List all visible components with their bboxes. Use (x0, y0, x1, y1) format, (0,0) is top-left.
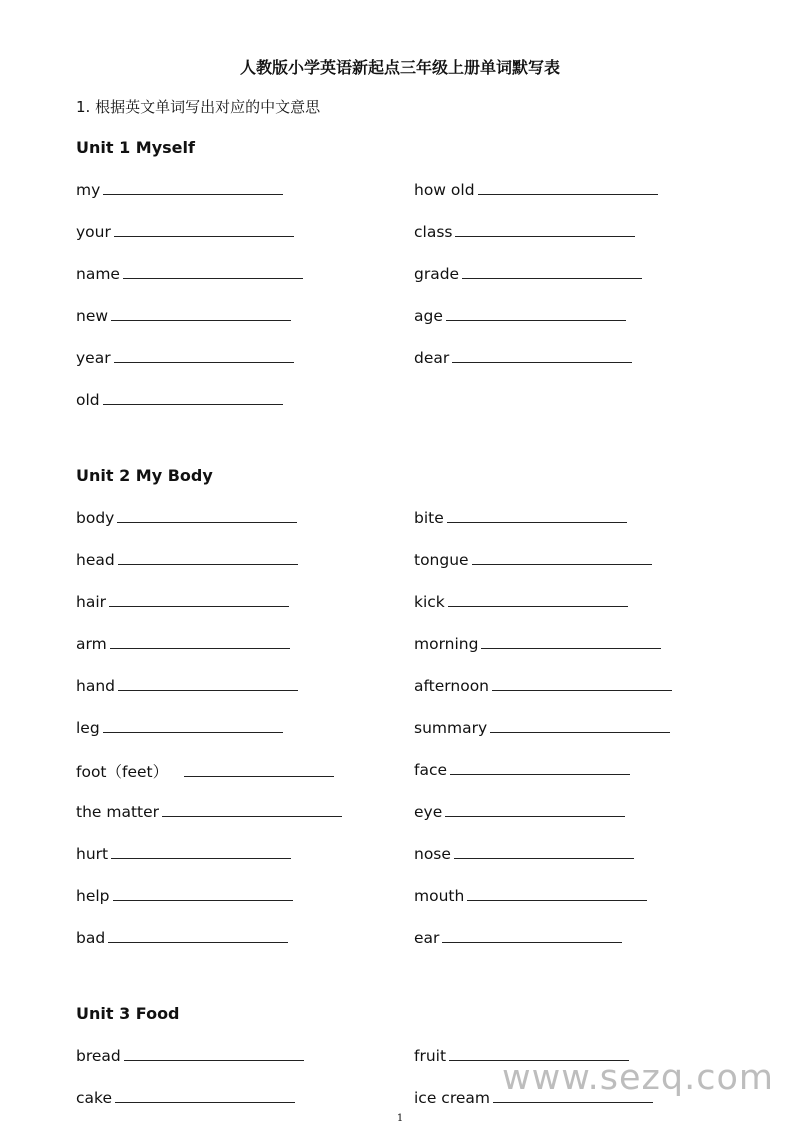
vocab-item (76, 676, 298, 695)
vocab-item (76, 1046, 304, 1065)
vocab-word: help (76, 887, 110, 905)
answer-blank[interactable] (118, 550, 298, 565)
vocab-word: face (414, 761, 448, 779)
instruction-text: 1. 根据英文单词写出对应的中文意思 (76, 98, 321, 116)
vocab-item (414, 222, 635, 241)
answer-blank[interactable] (452, 348, 632, 363)
vocab-item (414, 306, 626, 325)
vocab-word: mouth (414, 887, 465, 905)
answer-blank[interactable] (114, 222, 294, 237)
answer-blank[interactable] (123, 264, 303, 279)
vocab-word: bread (76, 1047, 121, 1065)
vocab-item (76, 802, 342, 821)
answer-blank[interactable] (109, 592, 289, 607)
vocab-word: head (76, 551, 115, 569)
vocab-word: name (76, 265, 120, 283)
vocab-word: body (76, 509, 115, 527)
vocab-item (76, 844, 291, 863)
vocab-word: foot（feet） (76, 763, 169, 781)
answer-blank[interactable] (124, 1046, 304, 1061)
vocab-word: year (76, 349, 111, 367)
answer-blank[interactable] (462, 264, 642, 279)
vocab-item (414, 718, 670, 737)
vocab-word: hurt (76, 845, 109, 863)
vocab-word: ear (414, 929, 440, 947)
vocab-item (76, 348, 294, 367)
answer-blank[interactable] (111, 306, 291, 321)
vocab-item (414, 348, 632, 367)
answer-blank[interactable] (445, 802, 625, 817)
answer-blank[interactable] (118, 676, 298, 691)
vocab-word: kick (414, 593, 445, 611)
vocab-item (76, 592, 289, 611)
answer-blank[interactable] (448, 592, 628, 607)
answer-blank[interactable] (490, 718, 670, 733)
vocab-word: ice cream (414, 1089, 490, 1107)
unit-2-heading: Unit 2 My Body (76, 466, 213, 485)
answer-blank[interactable] (103, 390, 283, 405)
answer-blank[interactable] (450, 760, 630, 775)
vocab-word: dear (414, 349, 450, 367)
vocab-item (76, 760, 334, 782)
page-title: 人教版小学英语新起点三年级上册单词默写表 (239, 58, 560, 77)
vocab-item (76, 222, 294, 241)
vocab-word: new (76, 307, 109, 325)
vocab-item (414, 592, 628, 611)
vocab-item (414, 634, 661, 653)
vocab-item (414, 180, 658, 199)
vocab-item (414, 802, 625, 821)
vocab-word: arm (76, 635, 107, 653)
watermark: www.sezq.com (502, 1058, 775, 1098)
vocab-item (414, 264, 642, 283)
vocab-word: class (414, 223, 453, 241)
unit-1-heading: Unit 1 Myself (76, 138, 195, 157)
vocab-word: my (76, 181, 101, 199)
answer-blank[interactable] (114, 348, 294, 363)
vocab-item (76, 928, 288, 947)
answer-blank[interactable] (446, 306, 626, 321)
unit-3-heading: Unit 3 Food (76, 1004, 180, 1023)
vocab-word: afternoon (414, 677, 490, 695)
vocab-item (76, 886, 293, 905)
vocab-item (414, 760, 630, 779)
answer-blank[interactable] (492, 676, 672, 691)
answer-blank[interactable] (162, 802, 342, 817)
vocab-item (414, 550, 652, 569)
vocab-word: fruit (414, 1047, 447, 1065)
vocab-item (414, 676, 672, 695)
vocab-word: cake (76, 1089, 112, 1107)
vocab-word: the matter (76, 803, 160, 821)
answer-blank[interactable] (472, 550, 652, 565)
vocab-word: old (76, 391, 100, 409)
vocab-word: leg (76, 719, 100, 737)
answer-blank[interactable] (455, 222, 635, 237)
vocab-item (76, 264, 303, 283)
vocab-item (76, 508, 297, 527)
answer-blank[interactable] (442, 928, 622, 943)
answer-blank[interactable] (103, 718, 283, 733)
answer-blank[interactable] (481, 634, 661, 649)
answer-blank[interactable] (117, 508, 297, 523)
answer-blank[interactable] (447, 508, 627, 523)
vocab-word: morning (414, 635, 479, 653)
answer-blank[interactable] (478, 180, 658, 195)
answer-blank[interactable] (454, 844, 634, 859)
vocab-word: your (76, 223, 111, 241)
answer-blank[interactable] (111, 844, 291, 859)
vocab-word: how old (414, 181, 475, 199)
page-number: 1 (396, 1113, 404, 1124)
vocab-item (76, 180, 283, 199)
vocab-item (76, 718, 283, 737)
vocab-word: age (414, 307, 443, 325)
answer-blank[interactable] (467, 886, 647, 901)
vocab-item (76, 1088, 295, 1107)
vocab-word: eye (414, 803, 443, 821)
vocab-word: hair (76, 593, 107, 611)
answer-blank[interactable] (110, 634, 290, 649)
vocab-word: summary (414, 719, 488, 737)
answer-blank[interactable] (103, 180, 283, 195)
vocab-item (414, 508, 627, 527)
answer-blank[interactable] (115, 1088, 295, 1103)
vocab-item (414, 886, 647, 905)
answer-blank[interactable] (108, 928, 288, 943)
vocab-item (76, 550, 298, 569)
vocab-item (414, 844, 634, 863)
answer-blank[interactable] (113, 886, 293, 901)
vocab-item (414, 928, 622, 947)
vocab-word: bite (414, 509, 444, 527)
vocab-word: tongue (414, 551, 469, 569)
vocab-word: hand (76, 677, 115, 695)
vocab-item (76, 306, 291, 325)
vocab-word: grade (414, 265, 460, 283)
vocab-word: nose (414, 845, 451, 863)
vocab-item (76, 390, 283, 409)
vocab-item (76, 634, 290, 653)
answer-blank[interactable] (184, 762, 334, 777)
vocab-word: bad (76, 929, 106, 947)
